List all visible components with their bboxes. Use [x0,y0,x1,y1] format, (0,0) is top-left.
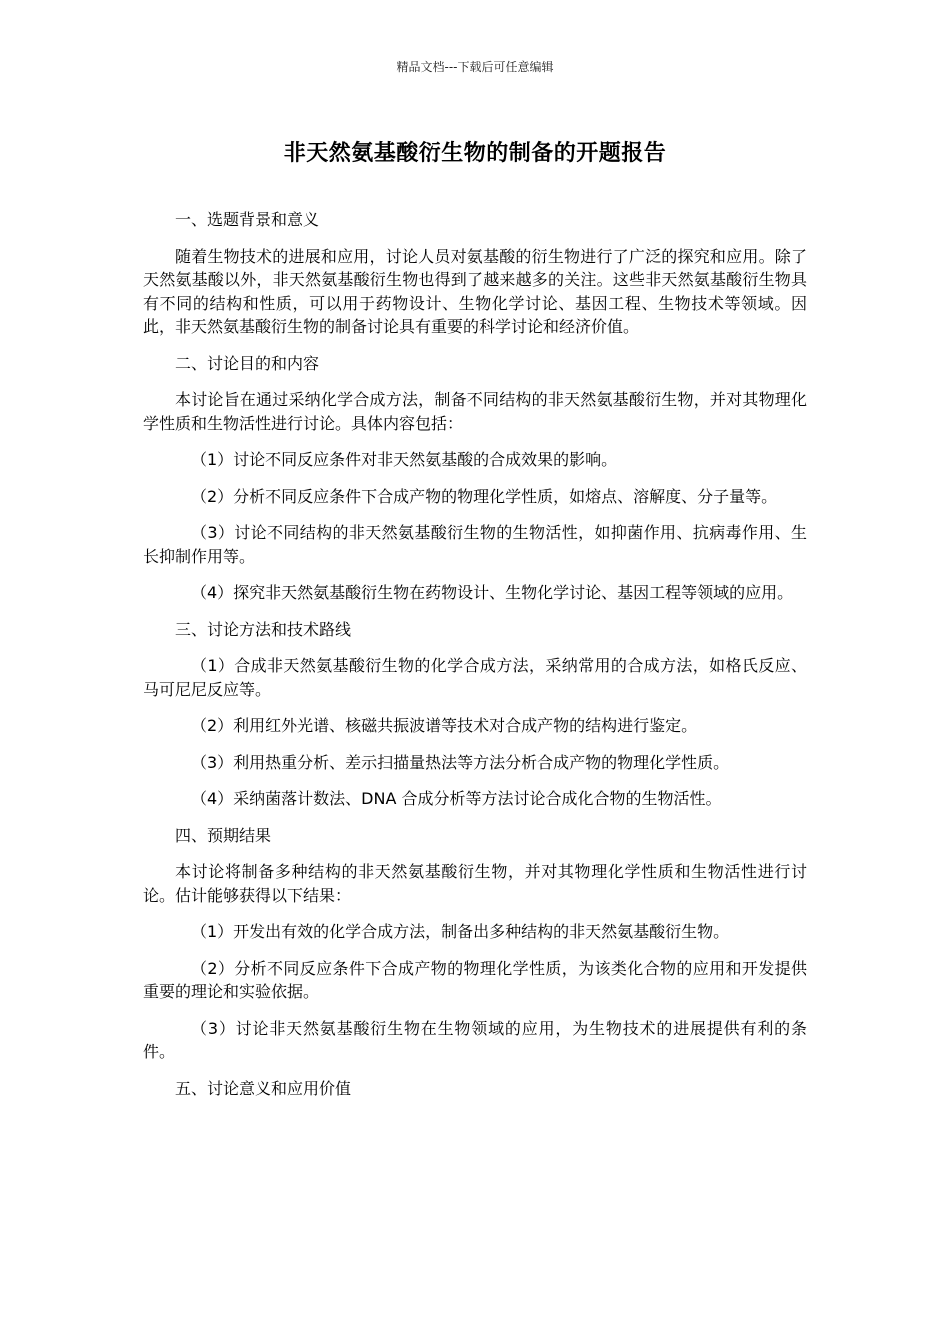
section-heading: 五、讨论意义和应用价值 [175,1078,352,1098]
list-item: （4）采纳菌落计数法、DNA 合成分析等方法讨论合成化合物的生物活性。 [191,789,722,808]
section-heading: 一、选题背景和意义 [175,210,320,229]
section-heading: 四、预期结果 [175,825,272,845]
paragraph: 本讨论旨在通过采纳化学合成方法，制备不同结构的非天然氨基酸衍生物，并对其物理化学性质和生物活性进行讨论。具体内容包括： [143,390,807,433]
list-item: （1）开发出有效的化学合成方法，制备出多种结构的非天然氨基酸衍生物。 [191,922,730,941]
list-item: （1）合成非天然氨基酸衍生物的化学合成方法，采纳常用的合成方法，如格氏反应、马可尼尼反应等。 [143,656,807,699]
document-title: 非天然氨基酸衍生物的制备的开题报告 [283,141,667,166]
list-item: （2）分析不同反应条件下合成产物的物理化学性质，如熔点、溶解度、分子量等。 [191,486,778,506]
paragraph: 随着生物技术的进展和应用，讨论人员对氨基酸的衍生物进行了广泛的探究和应用。除了天然氨基酸以外，非天然氨基酸衍生物也得到了越来越多的关注。这些非天然氨基酸衍生物具有不同的结构和性质，可以用于药物设计、生物化学讨论、基因工程、生物技术等领域。因此，非天然氨基酸衍生物的制备讨论具有重要的科学讨论和经济价值。 [143,246,807,336]
page-header: 精品文档---下载后可任意编辑 [396,60,554,74]
section-heading: 三、讨论方法和技术路线 [175,619,352,639]
list-item: （4）探究非天然氨基酸衍生物在药物设计、生物化学讨论、基因工程等领域的应用。 [191,583,794,602]
list-item: （3）利用热重分析、差示扫描量热法等方法分析合成产物的物理化学性质。 [191,752,730,772]
list-item: （3）讨论不同结构的非天然氨基酸衍生物的生物活性，如抑菌作用、抗病毒作用、生长抑制作用等。 [143,523,807,566]
list-item: （2）分析不同反应条件下合成产物的物理化学性质，为该类化合物的应用和开发提供重要的理论和实验依据。 [143,958,807,1001]
paragraph: 本讨论将制备多种结构的非天然氨基酸衍生物，并对其物理化学性质和生物活性进行讨论。估计能够获得以下结果： [143,862,807,905]
document-body [143,208,807,1113]
list-item: （1）讨论不同反应条件对非天然氨基酸的合成效果的影响。 [191,450,618,469]
list-item: （2）利用红外光谱、核磁共振波谱等技术对合成产物的结构进行鉴定。 [191,716,698,735]
list-item: （3）讨论非天然氨基酸衍生物在生物领域的应用，为生物技术的进展提供有利的条件。 [143,1018,807,1061]
section-heading: 二、讨论目的和内容 [175,353,320,373]
